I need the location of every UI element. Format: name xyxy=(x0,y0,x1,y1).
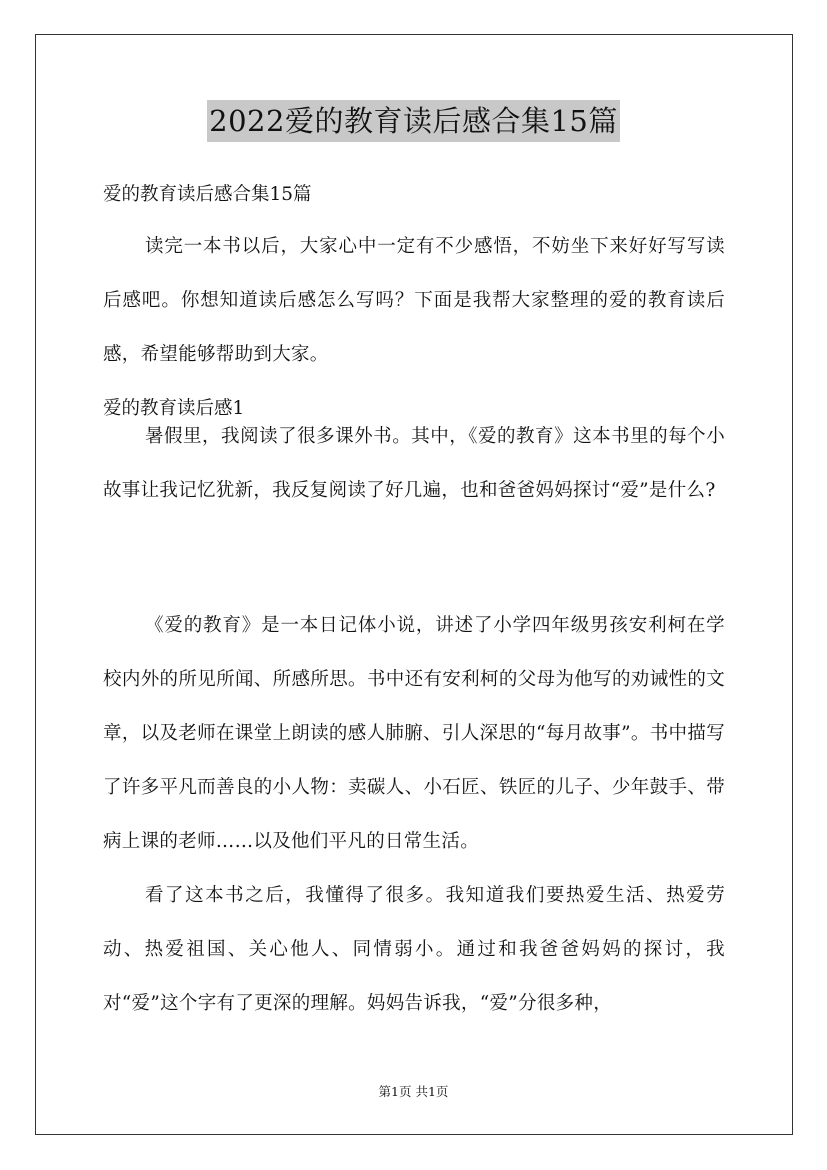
title-container xyxy=(0,100,827,142)
section-heading-1: 爱的教育读后感1 xyxy=(103,398,245,419)
intro-paragraph: 读完一本书以后，大家心中一定有不少感悟，不妨坐下来好好写写读后感吧。你想知道读后感怎么写吗？下面是我帮大家整理的爱的教育读后感，希望能够帮助到大家。 xyxy=(103,236,725,365)
document-subtitle: 爱的教育读后感合集15篇 xyxy=(103,184,312,205)
paragraph-3: 看了这本书之后，我懂得了很多。我知道我们要热爱生活、热爱劳动、热爱祖国、关心他人、同情弱小。通过和我爸爸妈妈的探讨，我对“爱”这个字有了更深的理解。妈妈告诉我，“爱”分很多种， xyxy=(103,885,725,1014)
paragraph-2: 《爱的教育》是一本日记体小说，讲述了小学四年级男孩安利柯在学校内外的所见所闻、所感所思。书中还有安利柯的父母为他写的劝诫性的文章，以及老师在课堂上朗读的感人肺腑、引人深思的“每月故事”。书中描写了许多平凡而善良的小人物：卖碳人、小石匠、铁匠的儿子、少年鼓手、带病上课的老师……以及他们平凡的日常生活。 xyxy=(103,615,725,852)
page-footer: 第1页 共1页 xyxy=(378,1084,449,1099)
paragraph-1: 暑假里，我阅读了很多课外书。其中，《爱的教育》这本书里的每个小故事让我记忆犹新，我反复阅读了好几遍，也和爸爸妈妈探讨“爱”是什么? xyxy=(103,426,725,501)
document-title: 2022爱的教育读后感合集15篇 xyxy=(207,100,620,142)
